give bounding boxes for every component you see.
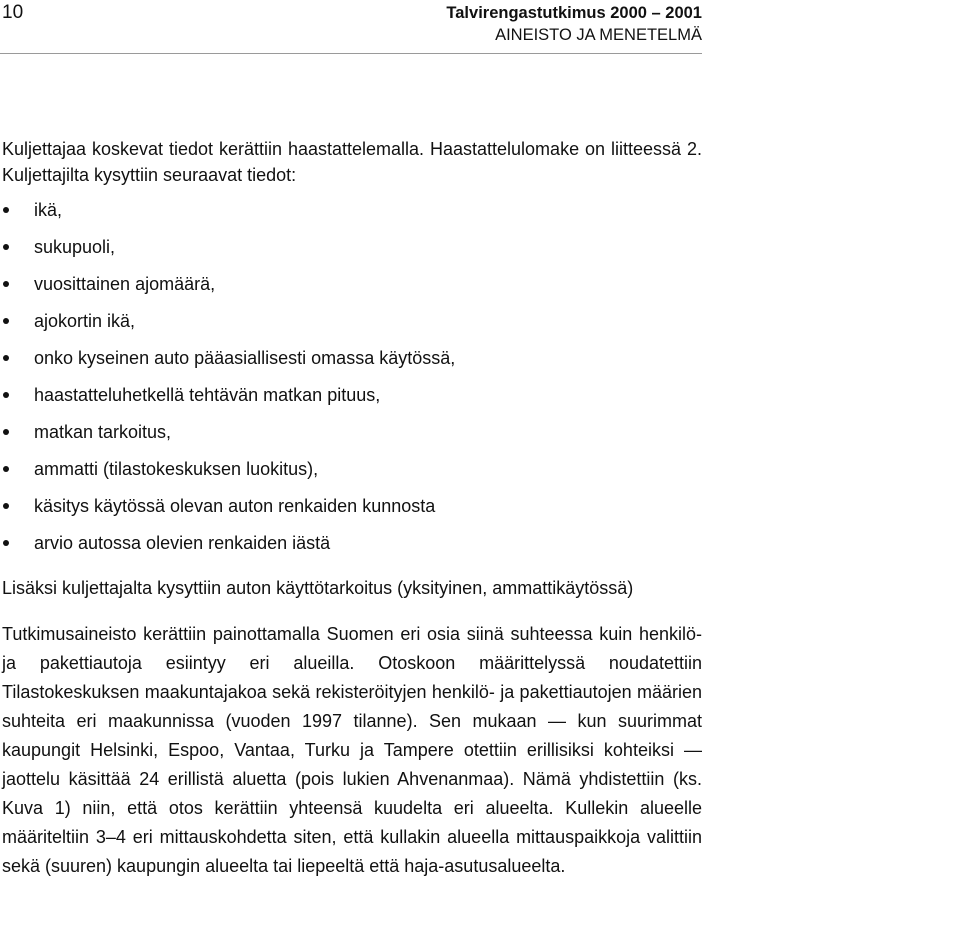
bullet-icon xyxy=(3,244,9,250)
bullet-icon xyxy=(3,466,9,472)
list-item: haastatteluhetkellä tehtävän matkan pituus, xyxy=(2,382,702,419)
bullet-icon xyxy=(3,281,9,287)
sampling-paragraph: Tutkimusaineisto kerättiin painottamalla Suomen eri osia siinä suhteessa kuin henkilö- ja pakettiautoja esiintyy eri alueilla. Otoskoon määrittelyssä noudatettiin Tilastokeskuksen maakuntajakoa sekä rekisteröityjen henkilö- ja pakettiautojen määrien suhteita eri maakunnissa (vuoden 1997 tilanne). Sen mukaan — kun suurimmat kaupungit Helsinki, Espoo, Vantaa, Turku ja Tampere otettiin erillisiksi kohteiksi — jaottelu käsittää 24 erillistä aluetta (pois lukien Ahvenanmaa). Nämä yhdistettiin (ks. Kuva 1) niin, että otos kerättiin yhteensä kuudelta eri alueelta. Kullekin alueelle määriteltiin 3–4 eri mittauskohdetta siten, että kullakin alueella mittauspaikkoja valittiin sekä (suuren) kaupungin alueelta tai liepeeltä että haja-asutusalueelta. xyxy=(2,624,702,876)
running-header xyxy=(446,2,702,46)
driver-info-list xyxy=(2,197,702,567)
intro-paragraph: Kuljettajaa koskevat tiedot kerättiin haastattelemalla. Haastattelulomake on liitteessä 2. Kuljettajilta kysyttiin seuraavat tiedot: xyxy=(2,139,702,185)
report-title: Talvirengastutkimus 2000 – 2001 xyxy=(446,4,702,22)
list-item: käsitys käytössä olevan auton renkaiden kunnosta xyxy=(2,493,702,530)
list-item: arvio autossa olevien renkaiden iästä xyxy=(2,530,702,567)
page-body xyxy=(2,136,702,881)
page-number: 10 xyxy=(2,2,24,23)
bullet-icon xyxy=(3,318,9,324)
bullet-icon xyxy=(3,429,9,435)
list-item: onko kyseinen auto pääasiallisesti omassa käytössä, xyxy=(2,345,702,382)
bullet-icon xyxy=(3,503,9,509)
bullet-icon xyxy=(3,392,9,398)
list-item: vuosittainen ajomäärä, xyxy=(2,271,702,308)
list-item: ikä, xyxy=(2,197,702,234)
list-item: ajokortin ikä, xyxy=(2,308,702,345)
header-divider xyxy=(0,53,702,54)
bullet-icon xyxy=(3,540,9,546)
list-item: ammatti (tilastokeskuksen luokitus), xyxy=(2,456,702,493)
list-item: matkan tarkoitus, xyxy=(2,419,702,456)
bullet-icon xyxy=(3,355,9,361)
bullet-icon xyxy=(3,207,9,213)
usage-paragraph: Lisäksi kuljettajalta kysyttiin auton käyttötarkoitus (yksityinen, ammattikäytössä) xyxy=(2,578,634,598)
list-item: sukupuoli, xyxy=(2,234,702,271)
section-title: AINEISTO JA MENETELMÄ xyxy=(495,26,702,44)
